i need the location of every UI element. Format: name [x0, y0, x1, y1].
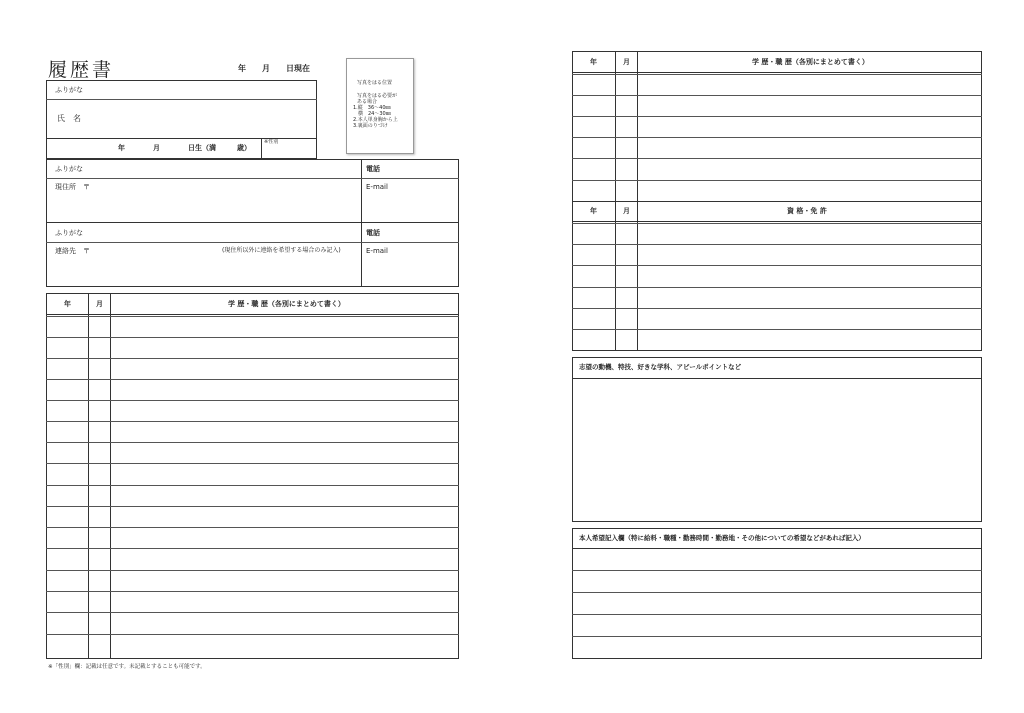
right-history-year-header: 年 — [590, 58, 597, 66]
divider — [110, 293, 111, 659]
table-row[interactable] — [46, 527, 459, 528]
table-row[interactable] — [572, 137, 982, 138]
name-furigana-label: ふりがな — [55, 86, 83, 94]
table-row[interactable] — [46, 358, 459, 359]
table-row[interactable] — [46, 612, 459, 613]
table-row[interactable] — [46, 421, 459, 422]
table-row[interactable] — [46, 634, 459, 635]
divider — [46, 99, 317, 100]
divider — [572, 378, 982, 379]
divider — [572, 72, 982, 73]
licenses-detail-header: 資 格・免 許 — [787, 207, 827, 215]
table-row[interactable] — [46, 400, 459, 401]
table-row[interactable] — [572, 287, 982, 288]
table-row[interactable] — [46, 379, 459, 380]
left-history-month-header: 月 — [96, 300, 103, 308]
divider — [46, 314, 459, 315]
divider — [572, 74, 982, 75]
contact-note: (現住所以外に連絡を希望する場合のみ記入) — [222, 247, 341, 254]
table-row[interactable] — [46, 485, 459, 486]
divider — [572, 223, 982, 224]
table-row[interactable] — [572, 95, 982, 96]
divider — [572, 221, 982, 222]
table-row[interactable] — [572, 329, 982, 330]
table-row[interactable] — [46, 337, 459, 338]
table-row[interactable] — [572, 158, 982, 159]
photo-heading: 写真をはる位置 — [357, 80, 393, 86]
photo-line: 3.裏面のりづけ — [353, 123, 388, 129]
email-label: E-mail — [366, 183, 388, 191]
photo-line: 横 24～30㎜ — [353, 111, 391, 117]
table-row[interactable] — [46, 548, 459, 549]
licenses-month-header: 月 — [623, 207, 630, 215]
date-line: 年 月 日現在 — [238, 64, 310, 73]
divider — [46, 316, 459, 317]
table-row[interactable] — [572, 636, 982, 637]
photo-line: ある場合 — [357, 99, 378, 105]
contact-address-label: 連絡先 〒 — [55, 247, 90, 255]
divider — [261, 138, 262, 159]
photo-box — [346, 58, 414, 154]
table-row[interactable] — [46, 506, 459, 507]
email-label-2: E-mail — [366, 247, 388, 255]
table-row[interactable] — [572, 116, 982, 117]
photo-line: 2.本人単身胸から上 — [353, 117, 398, 123]
phone-label: 電話 — [366, 165, 380, 173]
motivation-label: 志望の動機、特技、好きな学科、アピールポイントなど — [579, 363, 742, 371]
licenses-year-header: 年 — [590, 207, 597, 215]
address-furigana-label: ふりがな — [55, 165, 83, 173]
divider — [88, 293, 89, 659]
resume-title: 履歴書 — [48, 59, 115, 81]
name-block — [46, 80, 317, 139]
divider — [46, 242, 459, 243]
current-address-label: 現住所 〒 — [55, 183, 90, 191]
table-row[interactable] — [572, 614, 982, 615]
contact-furigana-label: ふりがな — [55, 229, 83, 237]
table-row[interactable] — [46, 463, 459, 464]
right-history-month-header: 月 — [623, 58, 630, 66]
table-row[interactable] — [572, 244, 982, 245]
photo-line: 写真をはる必要が — [357, 93, 398, 99]
footnote: ※「性別」欄：記載は任意です。未記載とすることも可能です。 — [48, 664, 206, 670]
divider — [46, 222, 459, 223]
divider — [46, 178, 459, 179]
table-row[interactable] — [46, 442, 459, 443]
left-history-table — [46, 293, 459, 659]
right-history-detail-header: 学 歴・職 歴（各別にまとめて書く） — [752, 58, 869, 66]
table-row[interactable] — [572, 180, 982, 181]
left-history-year-header: 年 — [64, 300, 71, 308]
left-history-detail-header: 学 歴・職 歴（各別にまとめて書く） — [228, 300, 345, 308]
table-row[interactable] — [572, 592, 982, 593]
gender-label: ※性別 — [264, 139, 279, 145]
requests-label: 本人希望記入欄（特に給料・職種・勤務時間・勤務地・その他についての希望などがあれば記入） — [579, 534, 865, 542]
table-row[interactable] — [572, 570, 982, 571]
birth-line: 年 月 日生（満 歳） — [118, 144, 251, 152]
motivation-box[interactable] — [572, 357, 982, 522]
phone-label-2: 電話 — [366, 229, 380, 237]
divider — [572, 548, 982, 549]
table-row[interactable] — [572, 265, 982, 266]
name-label: 氏 名 — [57, 114, 81, 123]
table-row[interactable] — [572, 308, 982, 309]
photo-line: 1.縦 36～40㎜ — [353, 105, 391, 111]
table-row[interactable] — [46, 570, 459, 571]
table-row[interactable] — [46, 591, 459, 592]
